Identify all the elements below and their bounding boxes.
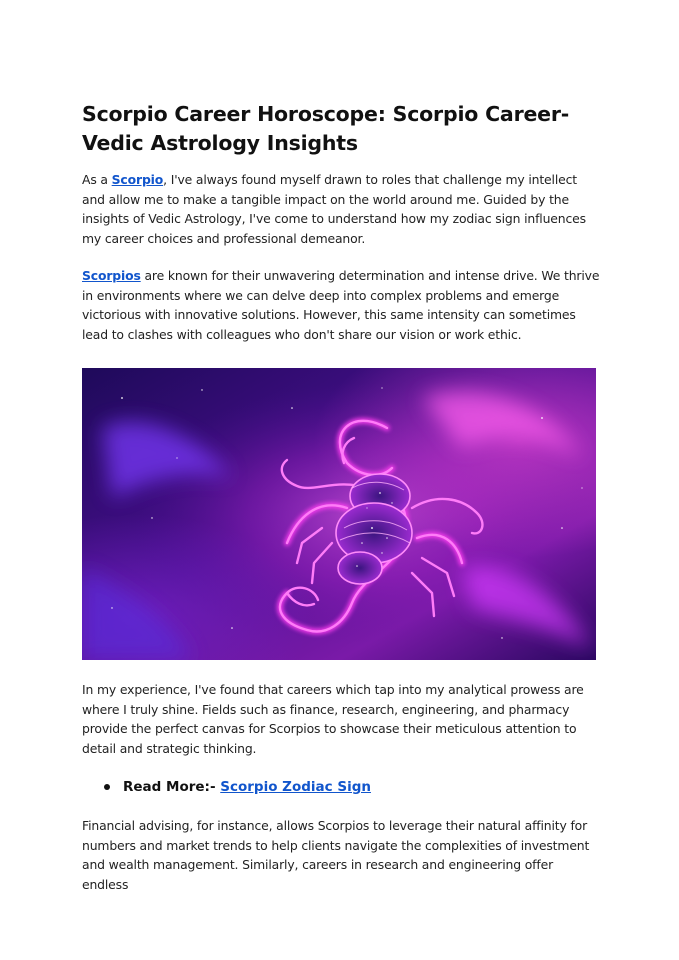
intro-text-before: As a [82, 172, 112, 187]
scorpio-zodiac-sign-link[interactable]: Scorpio Zodiac Sign [220, 779, 371, 795]
finance-paragraph: Financial advising, for instance, allows Scorpios to leverage their natural affinity for numbers and market trends to help clients navigate the complexities of investment and wealth management. Similarly, careers in research and engineering offer endless [82, 818, 590, 892]
scorpios-link[interactable]: Scorpios [82, 268, 141, 283]
document-page [82, 100, 602, 894]
traits-text: are known for their unwavering determination and intense drive. We thrive in environments where we can delve deep into complex problems and emerge victorious with innovative solutions. However, this same intensity can sometimes lead to clashes with colleagues who don't share our vision or work ethic. [82, 268, 600, 342]
intro-paragraph [82, 170, 602, 248]
scorpion-hero-image [82, 368, 596, 660]
traits-paragraph [82, 266, 602, 344]
bullet-icon [104, 784, 110, 790]
read-more-list [82, 776, 602, 798]
career-paragraph: In my experience, I've found that careers which tap into my analytical prowess are where I truly shine. Fields such as finance, research, engineering, and pharmacy provide the perfect canvas for Scorpios to showcase their meticulous attention to detail and strategic thinking. [82, 682, 584, 756]
intro-text-after: , I've always found myself drawn to roles that challenge my intellect and allow me to make a tangible impact on the world around me. Guided by the insights of Vedic Astrology, I've come to understand how my zodiac sign influences my career choices and professional demeanor. [82, 172, 586, 246]
scorpio-link[interactable]: Scorpio [111, 172, 164, 187]
read-more-label: Read More:- [123, 779, 221, 795]
read-more-item [82, 776, 602, 798]
page-title: Scorpio Career Horoscope: Scorpio Career-Vedic Astrology Insights [82, 102, 570, 155]
